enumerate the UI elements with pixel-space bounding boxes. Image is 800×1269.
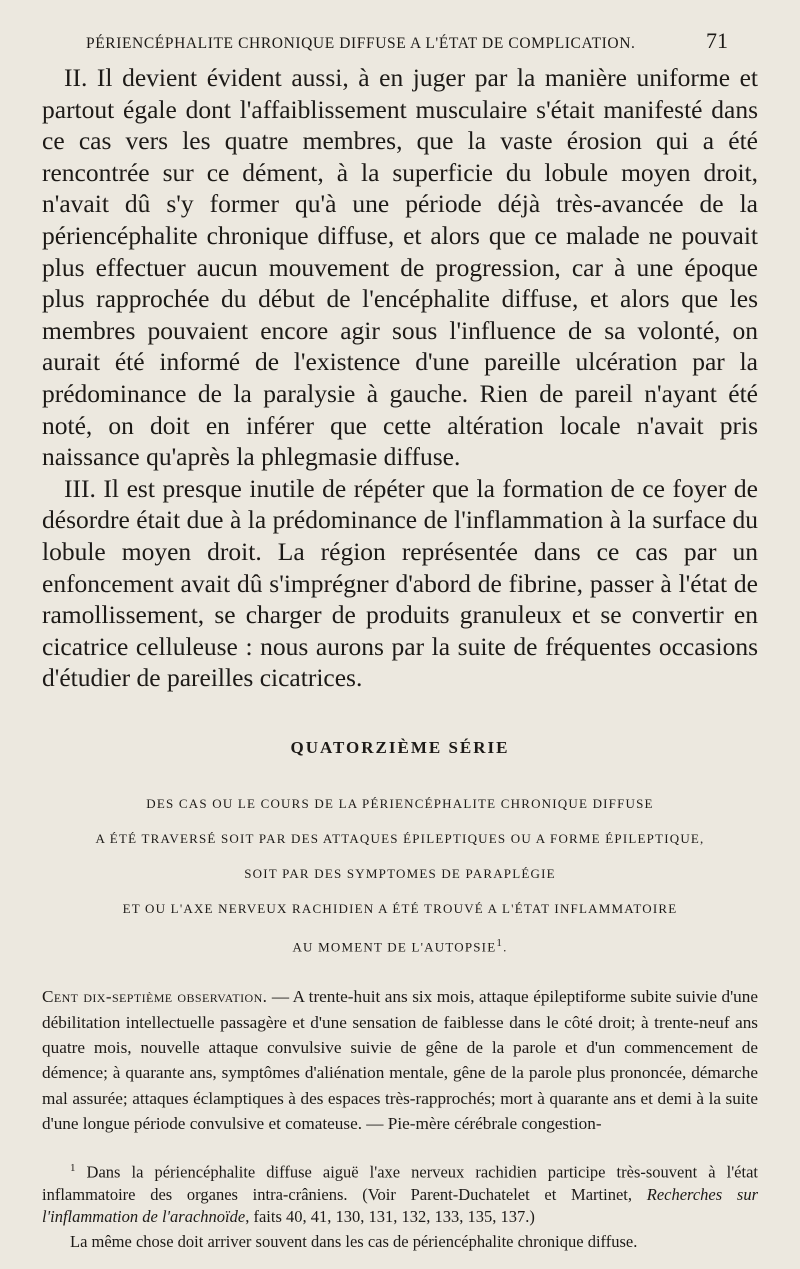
footnote-marker: 1 [496,936,504,949]
running-head [42,28,758,54]
subtitle-line: ET OU L'AXE NERVEUX RACHIDIEN A ÉTÉ TROUVÉ A L'ÉTAT INFLAMMATOIRE [122,900,678,916]
subtitle-line: SOIT PAR DES SYMPTOMES DE PARAPLÉGIE [244,865,556,881]
subtitle-line: DES CAS OU LE COURS DE LA PÉRIENCÉPHALITE CHRONIQUE DIFFUSE [146,795,654,811]
footnotes [42,1157,758,1254]
section-title: QUATORZIÈME SÉRIE [290,737,510,757]
subtitle-line-last: AU MOMENT DE L'AUTOPSIE$^1$. [292,936,508,955]
observation-117 [42,984,758,1136]
footnote-title: Recherches sur l'inflammation de l'arachnoïde [42,1184,758,1227]
footnote-number: 1 [70,1161,76,1174]
paragraph-II: II. Il devient évident aussi, à en juger par la manière uniforme et partout égale dont l'affaiblissement musculaire s'était manifesté dans ce cas vers les quatre membres, que la vaste érosion qui a été rencontrée sur ce dément, à la superficie du lobule moyen droit, n'avait dû s'y former qu'à une période déjà très-avancée de la périencéphalite chronique diffuse, et alors que ce malade ne pouvait plus effectuer aucun mouvement de progression, car à une époque plus rapprochée du début de l'encéphalite diffuse, et alors que les membres pouvaient encore agir sous l'influence de sa volonté, on aurait été informé de l'existence d'une pareille ulcération par la prédominance de la paralysie à gauche. Rien de pareil n'ayant été noté, on doit en inférer que cette altération locale n'avait pris naissance qu'après la phlegmasie diffuse. [42,63,758,472]
footnote-1 [42,1157,758,1229]
series-subtitle [42,786,758,964]
page-number: 71 [706,28,728,53]
observation-heading: Cent dix-septième observation. [42,987,268,1007]
main-text [42,62,758,694]
footnote-text: Dans la périencéphalite diffuse aiguë l'axe nerveux rachidien participe très-souvent à l'état inflammatoire des organes intra-crâniens. (Voir Parent-Duchatelet et Martinet, [42,1162,758,1204]
paragraph-III: III. Il est presque inutile de répéter que la formation de ce foyer de désordre était due à la prédominance de l'inflammation à la surface du lobule moyen droit. La région représentée dans ce cas par un enfoncement avait dû s'imprégner d'abord de fibrine, passer à l'état de ramollissement, se charger de produits granuleux et se convertir en cicatrice celluleuse : nous aurons par la suite de fréquentes occasions d'étudier de pareilles cicatrices. [42,473,758,693]
running-head-title: PÉRIENCÉPHALITE CHRONIQUE DIFFUSE A L'ÉTAT DE COMPLICATION. [86,35,636,52]
footnote-continuation: La même chose doit arriver souvent dans les cas de périencéphalite chronique diffuse. [70,1231,638,1251]
subtitle-line: A ÉTÉ TRAVERSÉ SOIT PAR DES ATTAQUES ÉPILEPTIQUES OU A FORME ÉPILEPTIQUE, [95,830,705,846]
subtitle-line: AU MOMENT DE L'AUTOPSIE [292,939,497,955]
footnote-text-end: , faits 40, 41, 130, 131, 132, 133, 135, 137.) [245,1207,535,1227]
observation-text: — A trente-huit ans six mois, attaque épileptiforme subite suivie d'une débilitation intellectuelle passagère et d'une sensation de faiblesse dans le côté droit; à trente-neuf ans quatre mois, nouvelle attaque convulsive suivie de gêne de la parole et d'un commencement de démence; à quarante ans, symptômes d'aliénation mentale, gêne de la parole plus prononcée, démarche mal assurée; attaques éclamptiques à des espaces très-rapprochés; mort à quarante ans et demi à la suite d'une longue période convulsive et comateuse. — Pie-mère cérébrale congestion- [42,987,758,1134]
